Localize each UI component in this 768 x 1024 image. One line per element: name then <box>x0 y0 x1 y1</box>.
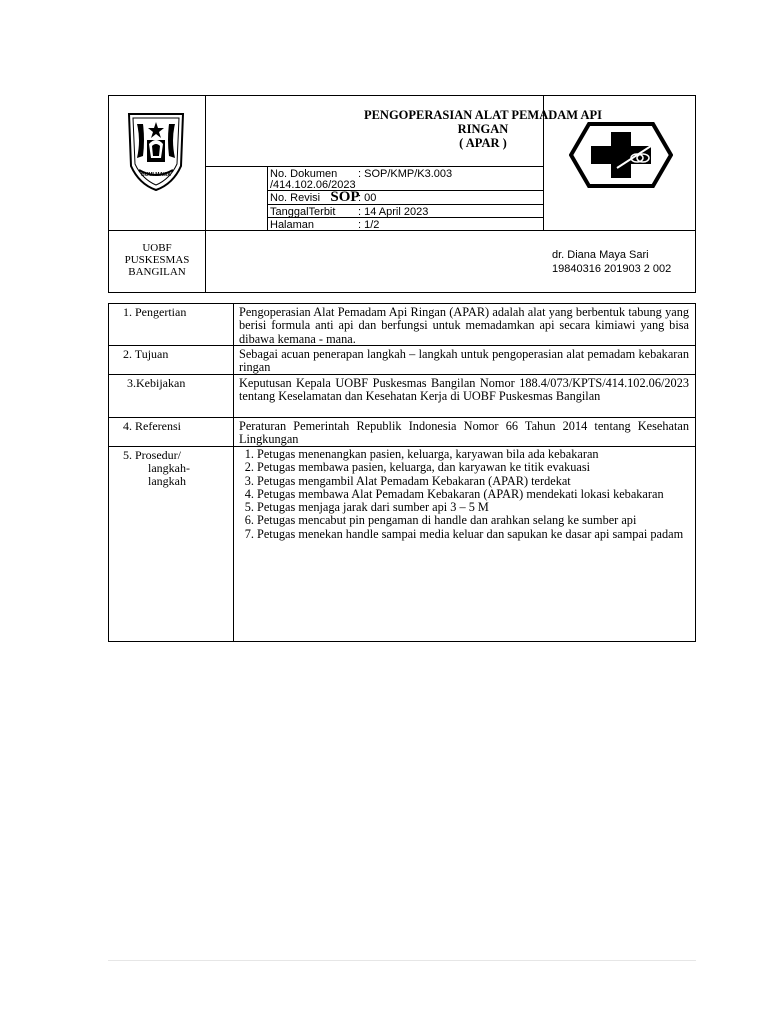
signer-nip: 19840316 201903 2 002 <box>552 263 672 275</box>
procedure-step: 4. Petugas membawa Alat Pemadam Kebakaran (APAR) mendekati lokasi kebakaran <box>257 488 689 501</box>
page-row <box>270 219 379 231</box>
title-line-3: ( APAR ) <box>459 136 507 150</box>
label-prosedur <box>123 449 247 488</box>
header-hline-bottom <box>109 230 695 231</box>
unit-name <box>109 242 205 278</box>
label-prosedur-line-2: langkah- <box>148 461 190 475</box>
procedure-step: 7. Petugas menekan handle sampai media keluar dan sapukan ke dasar api sampai padam <box>257 528 689 541</box>
header-divider-sop <box>267 166 268 230</box>
sop-label: SOP <box>330 189 360 205</box>
page-value: : 1/2 <box>358 219 380 231</box>
procedure-steps <box>239 448 689 541</box>
unit-line-2: PUSKESMAS <box>124 254 190 266</box>
doc-number-continued: /414.102.06/2023 <box>270 179 356 191</box>
title-line-1: PENGOPERASIAN ALAT PEMADAM API <box>363 108 603 122</box>
text-referensi: Peraturan Pemerintah Republik Indonesia Nomor 66 Tahun 2014 tentang Kesehatan Lingkungan <box>239 419 689 447</box>
text-kebijakan: Keputusan Kepala UOBF Puskesmas Bangilan Nomor 188.4/073/KPTS/414.102.06/2023 tentang Keselamatan dan Kesehatan Kerja di UOBF Puskesmas Bangilan <box>239 376 689 404</box>
label-pengertian: 1. Pengertian <box>123 305 187 319</box>
label-kebijakan: 3.Kebijakan <box>127 376 186 390</box>
title-line-2: RINGAN <box>457 122 509 136</box>
procedure-step: 6. Petugas mencabut pin pengaman di handle dan arahkan selang ke sumber api <box>257 514 689 527</box>
procedure-steps-list <box>239 448 689 541</box>
sop-content-table <box>108 303 696 642</box>
puskesmas-cross-icon <box>569 126 673 172</box>
procedure-step: 1. Petugas menenangkan pasien, keluarga, karyawan bila ada kebakaran <box>257 448 689 461</box>
procedure-step: 5. Petugas menjaga jarak dari sumber api 3 – 5 M <box>257 501 689 514</box>
text-pengertian: Pengoperasian Alat Pemadam Api Ringan (APAR) adalah alat yang berbentuk tabung yang berisi formula anti api dan berfungsi untuk memadamkan api secara kimiawi yang bisa dibawa kemana - mana. <box>239 305 689 346</box>
label-referensi: 4. Referensi <box>123 419 181 433</box>
page-label: Halaman <box>270 219 315 231</box>
sop-header-table <box>108 95 696 293</box>
procedure-step: 2. Petugas membawa pasien, keluarga, dan karyawan ke titik evakuasi <box>257 461 689 474</box>
issue-date-value: : 14 April 2023 <box>358 206 429 218</box>
header-hline-title <box>205 166 543 167</box>
emblem-motto: BUMI MAWA <box>141 172 171 178</box>
revision-value: : 00 <box>358 192 377 204</box>
text-tujuan: Sebagai acuan penerapan langkah – langkah untuk pengoperasian alat pemadam kebakaran ringan <box>239 347 689 375</box>
unit-line-3: BANGILAN <box>128 266 186 278</box>
doc-number-value: : SOP/KMP/K3.003 <box>358 168 453 180</box>
row-divider-4 <box>109 417 695 418</box>
label-tujuan: 2. Tujuan <box>123 347 169 361</box>
revision-row <box>270 192 376 204</box>
unit-line-1: UOBF <box>142 242 172 254</box>
row-divider-2 <box>109 345 695 346</box>
procedure-step: 3. Petugas mengambil Alat Pemadam Kebakaran (APAR) terdekat <box>257 475 689 488</box>
issue-date-label: TanggalTerbit <box>270 206 336 218</box>
signer-name: dr. Diana Maya Sari <box>552 249 649 261</box>
issue-date-row <box>270 206 428 218</box>
signer-block <box>552 248 671 276</box>
revision-label: No. Revisi <box>270 192 321 204</box>
header-divider-left <box>205 96 206 292</box>
header-hline-2 <box>267 204 543 205</box>
row-divider-3 <box>109 374 695 375</box>
page-footer-divider <box>108 960 696 961</box>
doc-number-label: No. Dokumen <box>270 168 338 180</box>
label-prosedur-line-3: langkah <box>148 474 186 488</box>
regency-emblem-icon <box>123 110 189 194</box>
label-prosedur-line-1: 5. Prosedur/ <box>123 448 181 462</box>
